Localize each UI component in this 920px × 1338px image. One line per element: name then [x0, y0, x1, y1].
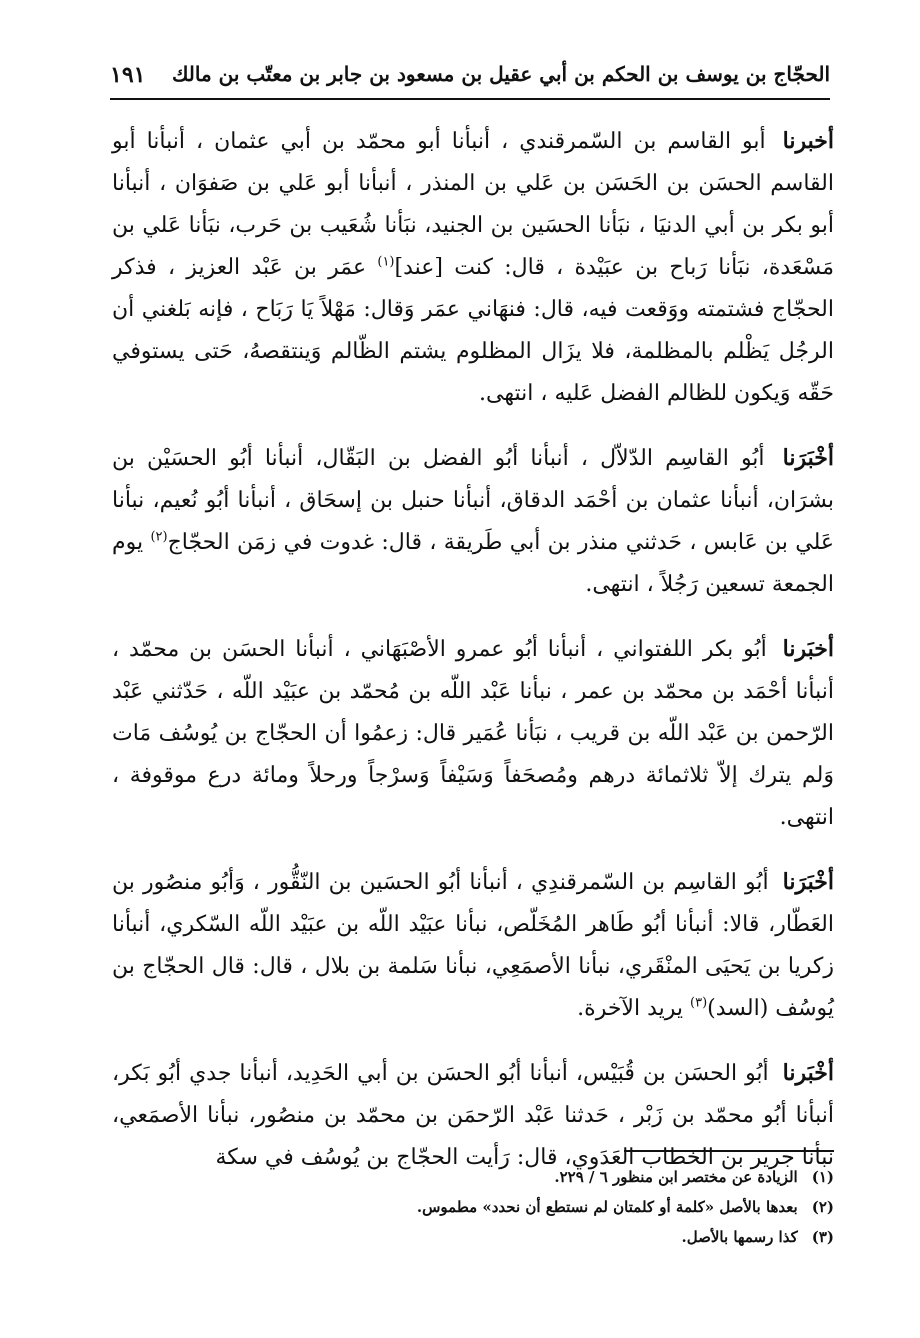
footnote-ref[interactable]: (٣)	[690, 995, 708, 1011]
footnote-text: كذا رسمها بالأصل.	[681, 1228, 798, 1246]
footnote-number: (٢)	[811, 1198, 834, 1216]
paragraph-text: أبُو بكر اللفتواني ، أنبأنا أبُو عمرو الأصْبَهَاني ، أنبأنا الحسَن بن محمّد ، أنبأنا أحْمَد بن محمّد بن عمر ، نبأنا عَبْد اللّه بن مُحمّد بن عبَيْد اللّه ، حَدّثني عَبْد الرّحمن بن عَبْد اللّه بن قريب ، نبَأنا عُمَير قال: زعمُوا أن الحجّاج بن يُوسُف مَات وَلم يترك إلاّ ثلاثمائة درهم ومُصحَفاً وَسَيْفاً وَسرْجاً ورحلاً ومائة درع موقوفة ، انتهى.	[112, 637, 834, 830]
paragraph-5	[112, 1052, 834, 1179]
paragraph-text-continued: عمَر بن عَبْد العزيز ، فذكر الحجّاج فشتمته ووَقعت فيه، قال: فنهَاني عمَر وَقال: مَهْلاً يَا رَبَاح ، فإنه بَلغني أن الرجُل يَظْلم بالمظلمة، فلا يزَال المظلوم يشتم الظّالم وَينتقصهُ، حَتى يستوفي حَقّه وَيكون للظالم الفضل عَليه ، انتهى.	[112, 255, 834, 406]
paragraph-lead: أخْبَرنا	[782, 1060, 834, 1086]
footnote-ref[interactable]: (١)	[377, 254, 395, 270]
footnote-number: (٣)	[811, 1228, 834, 1246]
paragraph-text-continued: يريد الآخرة.	[577, 996, 691, 1021]
footnote-divider	[624, 1150, 834, 1152]
footnote-number: (١)	[811, 1168, 834, 1186]
footnote-text: الزيادة عن مختصر ابن منظور ٦ / ٢٢٩.	[554, 1168, 798, 1186]
main-text	[112, 120, 834, 1201]
footnote-3	[112, 1222, 834, 1252]
header-title: الحجّاج بن يوسف بن الحكم بن أبي عقيل بن مسعود بن جابر بن معتّب بن مالك	[171, 62, 830, 86]
footnotes	[112, 1162, 834, 1252]
paragraph-lead: أخْبَرَنا	[782, 445, 834, 471]
paragraph-1	[112, 120, 834, 415]
page-number: ١٩١	[110, 62, 146, 88]
paragraph-text: أبُو الحسَن بن قُبَيْس، أنبأنا أبُو الحسَن بن أبي الحَدِيد، أنبأنا جدي أبُو بَكر، أنبأنا أبُو محمّد بن زَبْر ، حَدثنا عَبْد الرّحمَن بن محمّد بن منصُور، نبأنا الأصمَعي، نبأنا جرير بن الخطاب العَدَوي، قال: رَأيت الحجّاج بن يُوسُف في سكة	[112, 1061, 834, 1170]
paragraph-3	[112, 628, 834, 839]
paragraph-4	[112, 861, 834, 1030]
footnote-1	[112, 1162, 834, 1192]
paragraph-lead: أخْبَرَنا	[782, 869, 834, 895]
paragraph-text: أبو القاسم بن السّمرقندي ، أنبأنا أبو محمّد بن أبي عثمان ، أنبأنا أبو القاسم الحسَن بن الحَسَن بن عَلي بن المنذر ، أنبأنا أبو عَلي بن صَفوَان ، أنبأنا أبو بكر بن أبي الدنيَا ، نبَأنا الحسَين بن الجنيد، نبَأنا شُعَيب بن حَرب، نبَأنا عَلي بن مَسْعَدة، نبَأنا رَباح بن عبَيْدة ، قال: كنت [عند]	[112, 129, 834, 280]
paragraph-text-continued: يوم الجمعة تسعين رَجُلاً ، انتهى.	[112, 530, 834, 597]
paragraph-lead: أخبرنا	[782, 128, 834, 154]
paragraph-text: أبُو القاسِم الدّلاّل ، أنبأنا أبُو الفضل بن البَقّال، أنبأنا أبُو الحسَيْن بن بشرَان، أنبأنا عثمان بن أحْمَد الدقاق، أنبأنا حنبل بن إسحَاق ، أنبأنا أبُو نُعيم، نبأنا عَلي بن عَابس ، حَدثني منذر بن أبي طَريقة ، قال: غدوت في زمَن الحجّاج	[112, 446, 834, 555]
paragraph-2	[112, 437, 834, 606]
footnote-ref[interactable]: (٢)	[150, 529, 168, 545]
paragraph-lead: أخبَرنا	[782, 636, 834, 662]
footnote-text: بعدها بالأصل «كلمة أو كلمتان لم نستطع أن نحدد» مطموس.	[416, 1198, 798, 1216]
paragraph-text: أبُو القاسِم بن السّمرقندِي ، أنبأنا أبُو الحسَين بن النّقُّور ، وَأبُو منصُور بن العَطّار، قالا: أنبأنا أبُو طَاهر المُخَلّص، نبأنا عبَيْد اللّه بن عبَيْد اللّه السّكري، أنبأنا زكريا بن يَحيَى المنْقَري، نبأنا الأصمَعِي، نبأنا سَلمة بن بلال ، قال: قال الحجّاج بن يُوسُف (السد)	[112, 870, 834, 1021]
footnote-2	[112, 1192, 834, 1222]
running-header	[110, 58, 830, 100]
